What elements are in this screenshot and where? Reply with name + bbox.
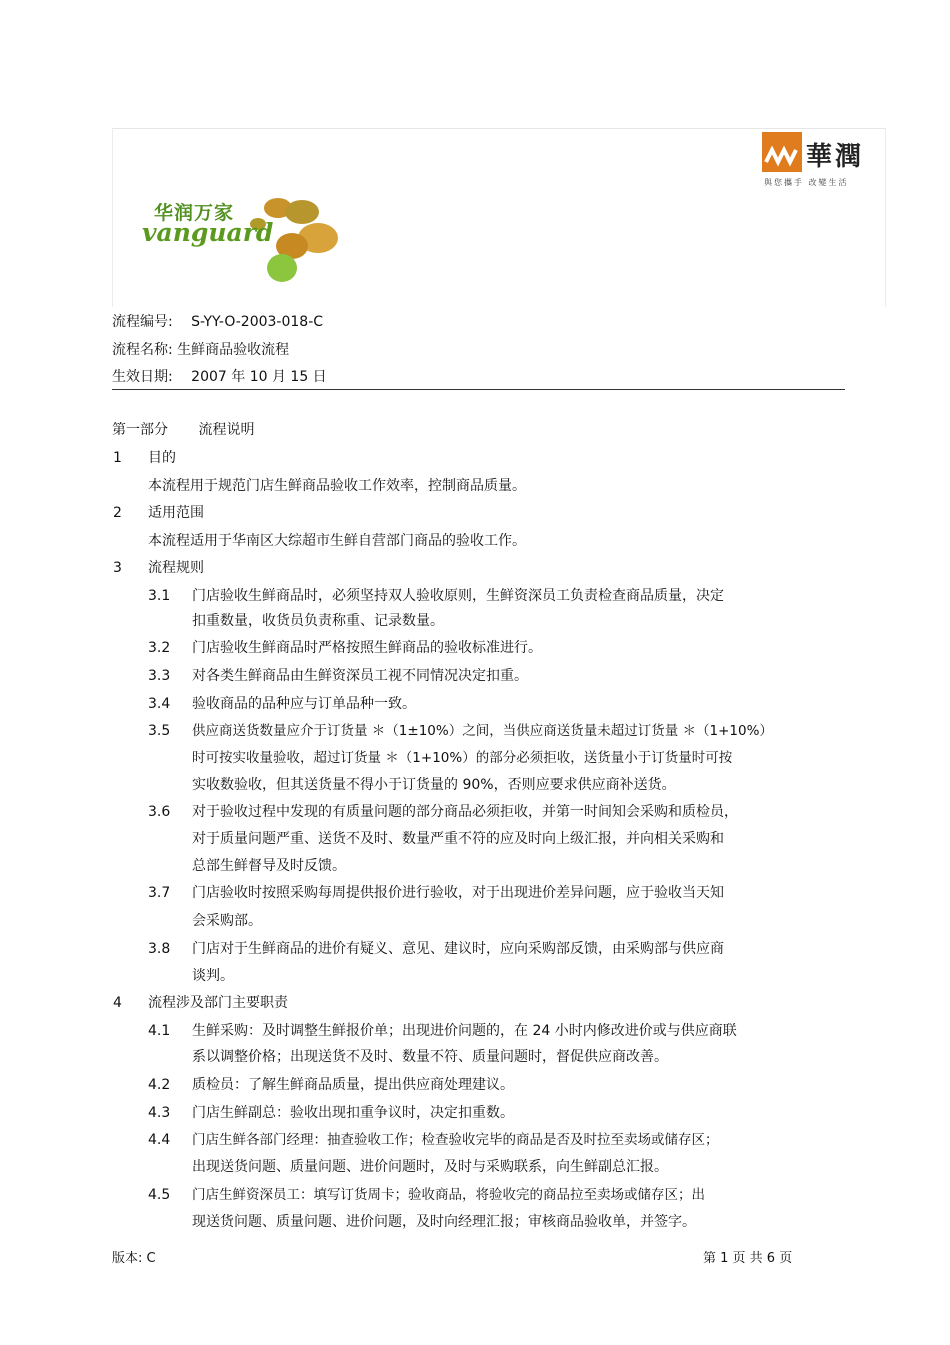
- item-num: 4.5: [148, 1187, 171, 1203]
- item-line: 对于验收过程中发现的有质量问题的部分商品必须拒收，并第一时间知会采购和质检员，: [192, 804, 738, 820]
- cr-logo: [762, 132, 874, 188]
- item-line: 门店验收时按照采购每周提供报价进行验收，对于出现进价差异问题，应于验收当天知: [192, 885, 724, 901]
- item-num: 3.2: [148, 640, 171, 656]
- item-num: 3.1: [148, 588, 171, 604]
- part-label: 第一部分: [112, 422, 168, 438]
- item-line: 门店对于生鲜商品的进价有疑义、意见、建议时，应向采购部反馈，由采购部与供应商: [192, 941, 724, 957]
- item-num: 4.2: [148, 1077, 171, 1093]
- item-line: 对于质量问题严重、送货不及时、数量严重不符的应及时向上级汇报，并向相关采购和: [192, 831, 724, 847]
- item-line: 门店生鲜各部门经理：抽查验收工作；检查验收完毕的商品是否及时拉至卖场或储存区；: [192, 1132, 719, 1148]
- item-num: 3.3: [148, 668, 171, 684]
- item-line: 门店生鲜资深员工：填写订货周卡；验收商品，将验收完的商品拉至卖场或储存区；出: [192, 1187, 705, 1203]
- section-num: 3: [113, 560, 122, 576]
- item-num: 3.4: [148, 696, 171, 712]
- item-line: 时可按实收量验收，超过订货量 ＊（1+10%）的部分必须拒收，送货量小于订货量时可按: [192, 750, 733, 766]
- effective-date-value: 2007 年 10 月 15 日: [191, 369, 327, 385]
- item-line: 谈判。: [192, 968, 234, 984]
- cr-logo-cn: 華潤: [806, 142, 865, 172]
- item-line: 质检员：了解生鲜商品质量，提出供应商处理建议。: [192, 1077, 514, 1093]
- cr-logo-tagline: 與您攜手 改變生活: [764, 178, 849, 187]
- section-title: 适用范围: [148, 505, 204, 521]
- item-line: 门店生鲜副总：验收出现扣重争议时，决定扣重数。: [192, 1105, 514, 1121]
- item-line: 总部生鲜督导及时反馈。: [192, 858, 346, 874]
- section-num: 2: [113, 505, 122, 521]
- footer-page-number: 第 1 页 共 6 页: [703, 1251, 793, 1266]
- section-body: 本流程适用于华南区大综超市生鲜自营部门商品的验收工作。: [148, 533, 526, 549]
- item-line: 生鲜采购：及时调整生鲜报价单；出现进价问题的，在 24 小时内修改进价或与供应商联: [192, 1023, 737, 1039]
- process-code-row: [112, 312, 323, 332]
- section-body: 本流程用于规范门店生鲜商品验收工作效率，控制商品质量。: [148, 478, 526, 494]
- item-line: 门店验收生鲜商品时严格按照生鲜商品的验收标准进行。: [192, 640, 542, 656]
- item-line: 实收数验收，但其送货量不得小于订货量的 90%，否则应要求供应商补送货。: [192, 777, 676, 793]
- section-num: 4: [113, 995, 122, 1011]
- effective-date-label: 生效日期:: [112, 369, 173, 385]
- item-line: 验收商品的品种应与订单品种一致。: [192, 696, 416, 712]
- cr-logo-mark: [762, 132, 802, 172]
- process-name-row: [112, 340, 289, 360]
- item-line: 扣重数量，收货员负责称重、记录数量。: [192, 613, 444, 629]
- footer-version: 版本: C: [112, 1251, 156, 1266]
- section-title: 流程涉及部门主要职责: [148, 995, 288, 1011]
- vanguard-logo-cn: 华润万家: [154, 202, 235, 224]
- item-line: 出现送货问题、质量问题、进价问题时，及时与采购联系，向生鲜副总汇报。: [192, 1159, 668, 1175]
- item-num: 3.7: [148, 885, 171, 901]
- item-num: 4.1: [148, 1023, 171, 1039]
- item-line: 供应商送货数量应介于订货量 ＊（1±10%）之间，当供应商送货量未超过订货量 ＊（1+10%）: [192, 723, 773, 739]
- part-title: 流程说明: [198, 422, 255, 438]
- vanguard-logo-en: vanguard: [142, 218, 274, 247]
- item-num: 3.6: [148, 804, 171, 820]
- item-line: 会采购部。: [192, 913, 262, 929]
- process-name-label: 流程名称:: [112, 342, 173, 358]
- item-line: 系以调整价格；出现送货不及时、数量不符、质量问题时，督促供应商改善。: [192, 1049, 668, 1065]
- item-num: 3.8: [148, 941, 171, 957]
- process-code-value: S-YY-O-2003-018-C: [191, 314, 324, 330]
- vanguard-logo: [140, 188, 350, 288]
- process-name-value: 生鲜商品验收流程: [177, 342, 290, 358]
- item-num: 4.3: [148, 1105, 171, 1121]
- item-line: 现送货问题、质量问题、进价问题，及时向经理汇报；审核商品验收单，并签字。: [192, 1214, 696, 1230]
- section-title: 流程规则: [148, 560, 204, 576]
- section-title: 目的: [148, 450, 176, 466]
- item-line: 对各类生鲜商品由生鲜资深员工视不同情况决定扣重。: [192, 668, 528, 684]
- header-divider: [112, 389, 845, 390]
- item-num: 4.4: [148, 1132, 171, 1148]
- item-line: 门店验收生鲜商品时，必须坚持双人验收原则，生鲜资深员工负责检查商品质量，决定: [192, 588, 724, 604]
- item-num: 3.5: [148, 723, 171, 739]
- section-num: 1: [113, 450, 122, 466]
- effective-date-row: [112, 367, 327, 387]
- process-code-label: 流程编号:: [112, 314, 173, 330]
- part-heading: [112, 420, 254, 440]
